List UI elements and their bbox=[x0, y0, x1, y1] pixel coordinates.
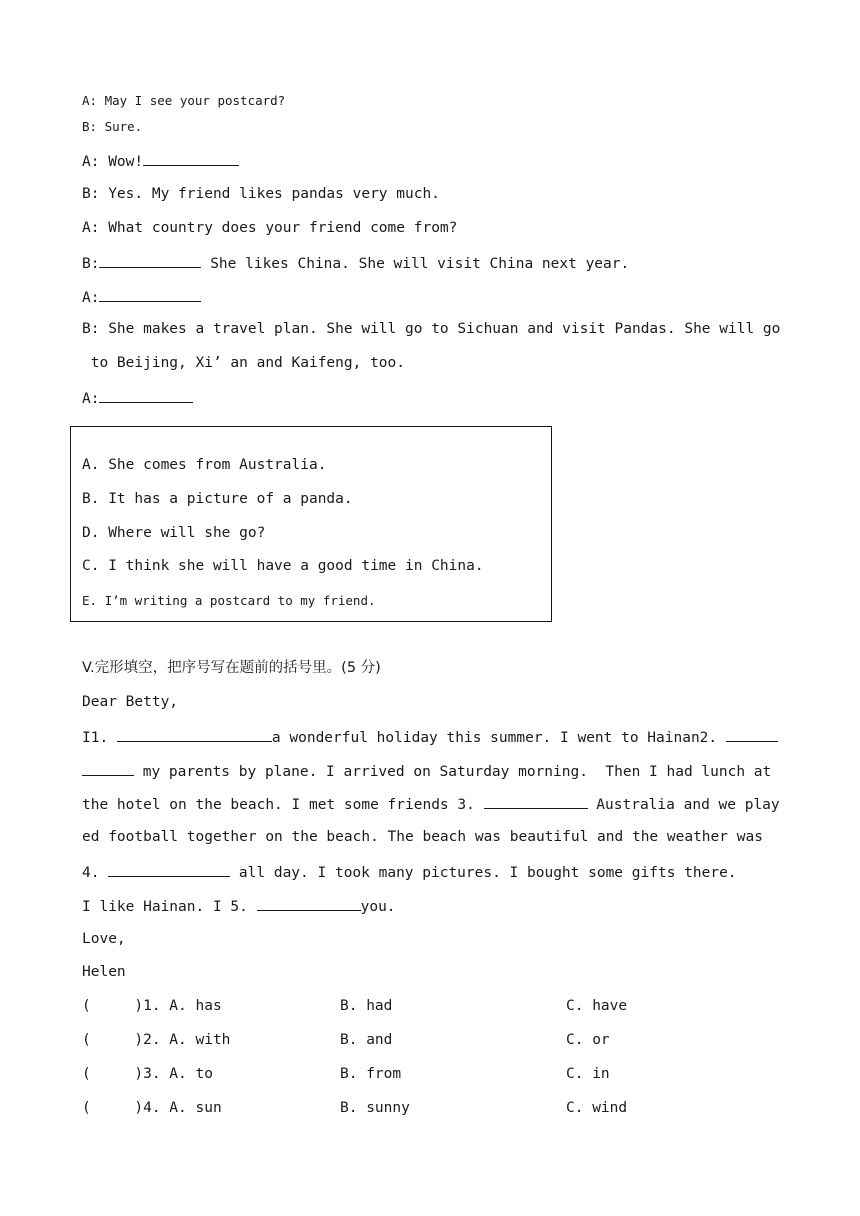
cloze-blank-4[interactable] bbox=[108, 862, 230, 877]
dialogue-line-4: B: Yes. My friend likes pandas very much. bbox=[82, 186, 440, 202]
cloze-blank-2-cont[interactable] bbox=[82, 761, 134, 776]
dialogue-line-5: A: What country does your friend come from? bbox=[82, 220, 458, 236]
option-e: E. I’m writing a postcard to my friend. bbox=[82, 593, 376, 608]
question-4-b[interactable]: B. sunny bbox=[340, 1100, 410, 1116]
letter-signature: Helen bbox=[82, 964, 126, 980]
question-4-c[interactable]: C. wind bbox=[566, 1100, 628, 1116]
dialogue-line-9: to Beijing, Xi’ an and Kaifeng, too. bbox=[82, 355, 406, 371]
passage-line-2: my parents by plane. I arrived on Saturday morning. Then I had lunch at bbox=[82, 761, 771, 781]
letter-greeting: Dear Betty, bbox=[82, 694, 179, 710]
question-2-b[interactable]: B. and bbox=[340, 1032, 393, 1048]
question-1-c[interactable]: C. have bbox=[566, 998, 628, 1014]
option-b: B. It has a picture of a panda. bbox=[82, 491, 353, 507]
cloze-blank-5[interactable] bbox=[257, 896, 361, 911]
answer-blank[interactable] bbox=[99, 253, 201, 268]
dialogue-line-8: B: She makes a travel plan. She will go to Sichuan and visit Pandas. She will go bbox=[82, 321, 781, 337]
answer-blank[interactable] bbox=[143, 151, 239, 166]
passage-line-1: I1. a wonderful holiday this summer. I went to Hainan2. bbox=[82, 727, 778, 747]
option-c: C. I think she will have a good time in China. bbox=[82, 558, 484, 574]
answer-blank[interactable] bbox=[99, 388, 193, 403]
letter-closing: Love, bbox=[82, 931, 126, 947]
dialogue-line-6: B: She likes China. She will visit China next year. bbox=[82, 253, 629, 273]
passage-line-5: 4. all day. I took many pictures. I bought some gifts there. bbox=[82, 862, 737, 882]
question-4-a[interactable]: ( )4. A. sun bbox=[82, 1100, 222, 1116]
question-3-a[interactable]: ( )3. A. to bbox=[82, 1066, 213, 1082]
cloze-blank-3[interactable] bbox=[484, 794, 588, 809]
option-a: A. She comes from Australia. bbox=[82, 457, 327, 473]
question-3-c[interactable]: C. in bbox=[566, 1066, 610, 1082]
passage-line-4: ed football together on the beach. The beach was beautiful and the weather was bbox=[82, 829, 763, 845]
passage-line-3: the hotel on the beach. I met some friends 3. Australia and we play bbox=[82, 794, 780, 814]
question-3-b[interactable]: B. from bbox=[340, 1066, 402, 1082]
question-1-b[interactable]: B. had bbox=[340, 998, 393, 1014]
option-d: D. Where will she go? bbox=[82, 525, 266, 541]
cloze-blank-2[interactable] bbox=[726, 727, 778, 742]
dialogue-line-7: A: bbox=[82, 287, 201, 307]
dialogue-line-2: B: Sure. bbox=[82, 119, 143, 134]
passage-line-6: I like Hainan. I 5. you. bbox=[82, 896, 396, 916]
cloze-blank-1[interactable] bbox=[117, 727, 272, 742]
section-heading: V.完形填空，把序号写在题前的括号里。(5 分) bbox=[82, 660, 381, 676]
dialogue-line-1: A: May I see your postcard? bbox=[82, 93, 286, 108]
question-2-c[interactable]: C. or bbox=[566, 1032, 610, 1048]
answer-blank[interactable] bbox=[99, 287, 201, 302]
question-1-a[interactable]: ( )1. A. has bbox=[82, 998, 222, 1014]
question-2-a[interactable]: ( )2. A. with bbox=[82, 1032, 231, 1048]
dialogue-line-3: A: Wow! bbox=[82, 151, 239, 171]
dialogue-line-10: A: bbox=[82, 388, 193, 408]
